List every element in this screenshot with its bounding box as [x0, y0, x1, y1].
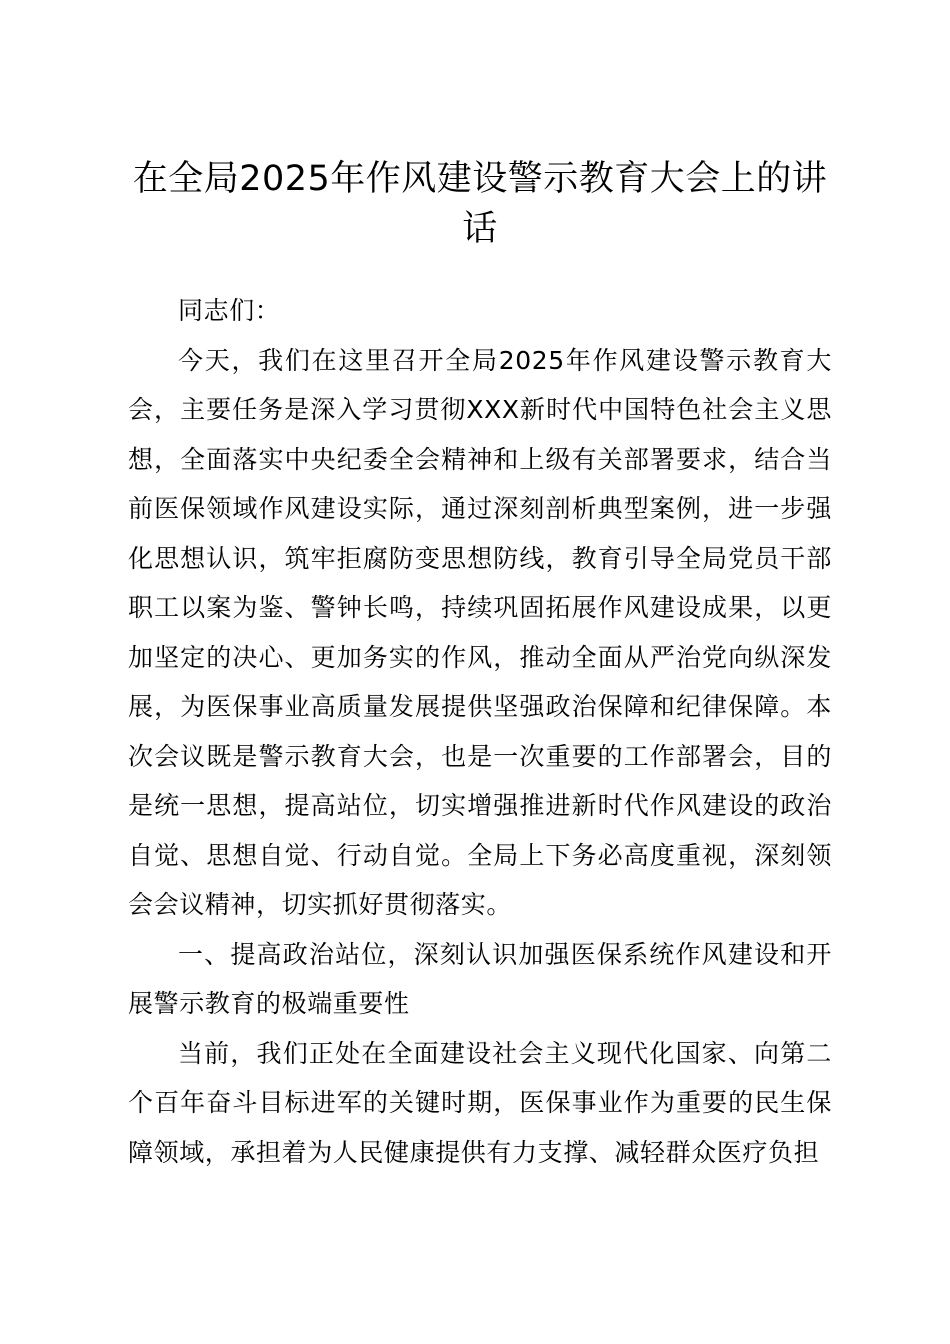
paragraph-intro: 今天，我们在这里召开全局2025年作风建设警示教育大会，主要任务是深入学习贯彻XXX新时代中国特色社会主义思想，全面落实中央纪委全会精神和上级有关部署要求，结合当前医保领域作风建设实际，通过深刻剖析典型案例，进一步强化思想认识，筑牢拒腐防变思想防线，教育引导全局党员干部职工以案为鉴、警钟长鸣，持续巩固拓展作风建设成果，以更加坚定的决心、更加务实的作风，推动全面从严治党向纵深发展，为医保事业高质量发展提供坚强政治保障和纪律保障。本次会议既是警示教育大会，也是一次重要的工作部署会，目的是统一思想，提高站位，切实增强推进新时代作风建设的政治自觉、思想自觉、行动自觉。全局上下务必高度重视，深刻领会会议精神，切实抓好贯彻落实。: [128, 345, 832, 919]
paragraph-section-1: 当前，我们正处在全面建设社会主义现代化国家、向第二个百年奋斗目标进军的关键时期，医保事业作为重要的民生保障领域，承担着为人民健康提供有力支撑、减轻群众医疗负担: [128, 1038, 832, 1167]
document-title: 在全局2025年作风建设警示教育大会上的讲话: [132, 159, 828, 249]
section-heading-1: 一、提高政治站位，深刻认识加强医保系统作风建设和开展警示教育的极端重要性: [128, 939, 832, 1018]
greeting: 同志们：: [178, 296, 281, 325]
document-body: [128, 286, 832, 1177]
